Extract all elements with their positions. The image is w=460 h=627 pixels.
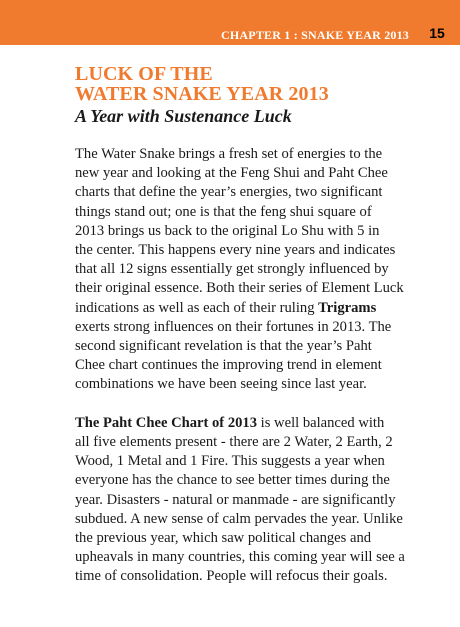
text-line: Wood, 1 Metal and 1 Fire. This suggests a year when [75, 453, 385, 470]
text-line: all five elements present - there are 2 Water, 2 Earth, 2 [75, 434, 393, 451]
body-text [75, 145, 405, 587]
text-line: new year and looking at the Feng Shui and Paht Chee [75, 165, 388, 182]
bold-term-paht-chee-chart: The Paht Chee Chart of 2013 [75, 414, 258, 431]
text-line: Chee chart continues the improving trend in element [75, 357, 382, 374]
text-line: time of consolidation. People will refocus their goals. [75, 568, 388, 585]
bold-term-trigrams: Trigrams [318, 299, 377, 316]
text-line: second significant revelation is that the year’s Paht [75, 338, 372, 355]
title-line-1: LUCK OF THE [75, 63, 213, 85]
text-line: 2013 brings us back to the original Lo Shu with 5 in [75, 222, 380, 239]
page-number: 15 [429, 25, 445, 41]
title-line-2: WATER SNAKE YEAR 2013 [75, 83, 329, 105]
text-line: their original essence. Both their series of Element Luck [75, 280, 404, 297]
text-line: the center. This happens every nine years and indicates [75, 242, 396, 259]
text-line: subdued. A new sense of calm pervades the year. Unlike [75, 510, 403, 527]
text-line: The Water Snake brings a fresh set of energies to the [75, 146, 383, 162]
text-line: year. Disasters - natural or manmade - are significantly [75, 491, 396, 508]
text-line [75, 414, 399, 433]
text-segment: indications as well as each of their ruling [75, 299, 319, 316]
paragraph-1 [75, 145, 404, 395]
text-segment: is well balanced with [257, 414, 385, 431]
text-line: that all 12 signs essentially get strongly influenced by [75, 261, 389, 278]
section-heading [75, 64, 435, 127]
text-line [75, 299, 399, 318]
text-line: the previous year, which saw political changes and [75, 530, 372, 547]
text-line: charts that define the year’s energies, two significant [75, 184, 383, 201]
section-subtitle: A Year with Sustenance Luck [75, 106, 292, 126]
chapter-header-bar [0, 0, 460, 45]
text-line: exerts strong influences on their fortunes in 2013. The [75, 318, 392, 335]
text-line: upheavals in many countries, this coming year will see a [75, 549, 405, 566]
text-line: things stand out; one is that the feng shui square of [75, 203, 372, 220]
chapter-title: CHAPTER 1 : SNAKE YEAR 2013 [221, 28, 409, 42]
text-line: everyone has the chance to see better times during the [75, 472, 390, 489]
paragraph-2 [75, 414, 405, 587]
text-line: combinations we have been seeing since last year. [75, 376, 367, 393]
